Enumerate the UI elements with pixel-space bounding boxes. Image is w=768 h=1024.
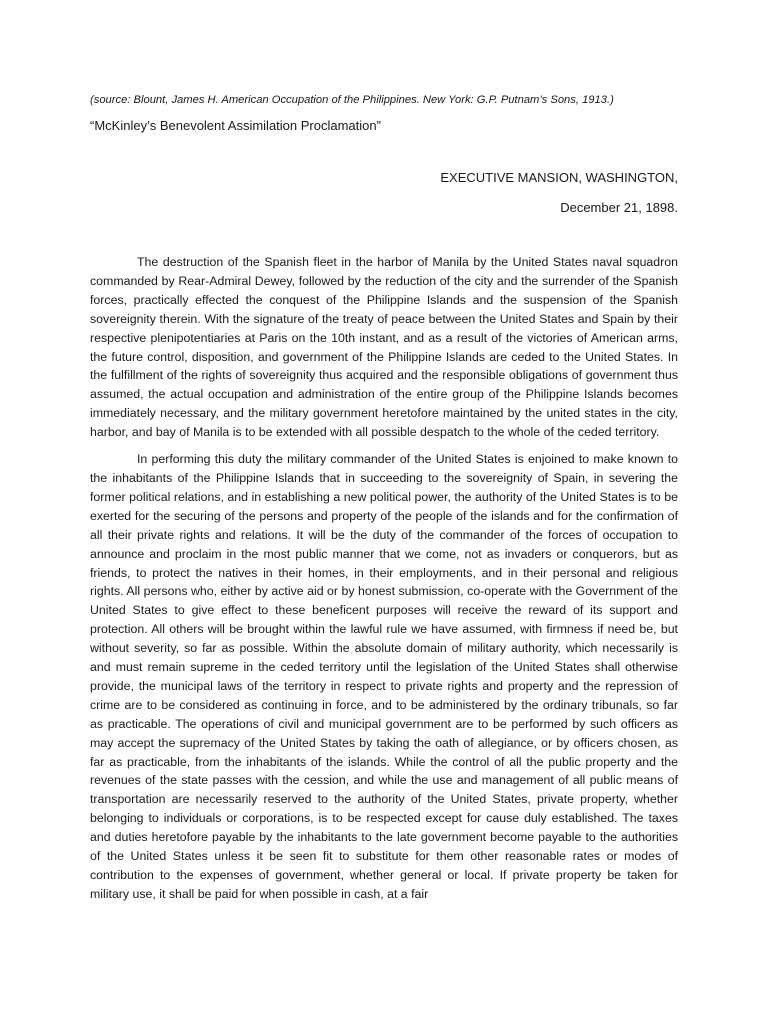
body-paragraph-1: The destruction of the Spanish fleet in the harbor of Manila by the United States naval squadron commanded by Rear-Admiral Dewey, followed by the reduction of the city and the surrender of the Spanish forces, practically effected the conquest of the Philippine Islands and the suspension of the Spanish sovereignity therein. With the signature of the treaty of peace between the United States and Spain by their respective plenipotentiaries at Paris on the 10th instant, and as a result of the victories of American arms, the future control, disposition, and government of the Philippine Islands are ceded to the United States. In the fulfillment of the rights of sovereignity thus acquired and the responsible obligations of government thus assumed, the actual occupation and administration of the entire group of the Philippine Islands becomes immediately necessary, and the military government heretofore maintained by the united states in the city, harbor, and bay of Manila is to be extended with all possible despatch to the whole of the ceded territory. — [90, 255, 678, 440]
body-paragraph-2: In performing this duty the military commander of the United States is enjoined to make known to the inhabitants of the Philippine Islands that in succeeding to the sovereignity of Spain, in severing the former political relations, and in establishing a new political power, the authority of the United States is to be exerted for the securing of the persons and property of the people of the islands and for the confirmation of all their private rights and relations. It will be the duty of the commander of the forces of occupation to announce and proclaim in the most public manner that we come, not as invaders or conquerors, but as friends, to protect the natives in their homes, in their employments, and in their personal and religious rights. All persons who, either by active aid or by honest submission, co-operate with the Government of the United States to give effect to these beneficent purposes will receive the reward of its support and protection. All others will be brought within the lawful rule we have assumed, with firmness if need be, but without severity, so far as possible. Within the absolute domain of military authority, which necessarily is and must remain supreme in the ceded territory until the legislation of the United States shall otherwise provide, the municipal laws of the territory in respect to private rights and property and the repression of crime are to be considered as continuing in force, and to be administered by the ordinary tribunals, so far as practicable. The operations of civil and municipal government are to be performed by such officers as may accept the supremacy of the United States by taking the oath of allegiance, or by officers chosen, as far as practicable, from the inhabitants of the islands. While the control of all the public property and the revenues of the state passes with the cession, and while the use and management of all public means of transportation are necessarily reserved to the authority of the United States, private property, whether belonging to individuals or corporations, is to be respected except for cause duly established. The taxes and duties heretofore payable by the inhabitants to the late government become payable to the authorities of the United States unless it be seen fit to substitute for them other reasonable rates or modes of contribution to the expenses of government, whether general or local. If private property be taken for military use, it shall be paid for when possible in cash, at a fair — [90, 452, 678, 901]
document-title: “McKinley’s Benevolent Assimilation Proclamation” — [90, 118, 381, 133]
dateline-date: December 21, 1898. — [560, 200, 678, 215]
dateline-place: EXECUTIVE MANSION, WASHINGTON, — [440, 170, 678, 185]
document-page — [90, 92, 678, 904]
source-citation: (source: Blount, James H. American Occupation of the Philippines. New York: G.P. Putnam’s Sons, 1913.) — [90, 94, 614, 106]
